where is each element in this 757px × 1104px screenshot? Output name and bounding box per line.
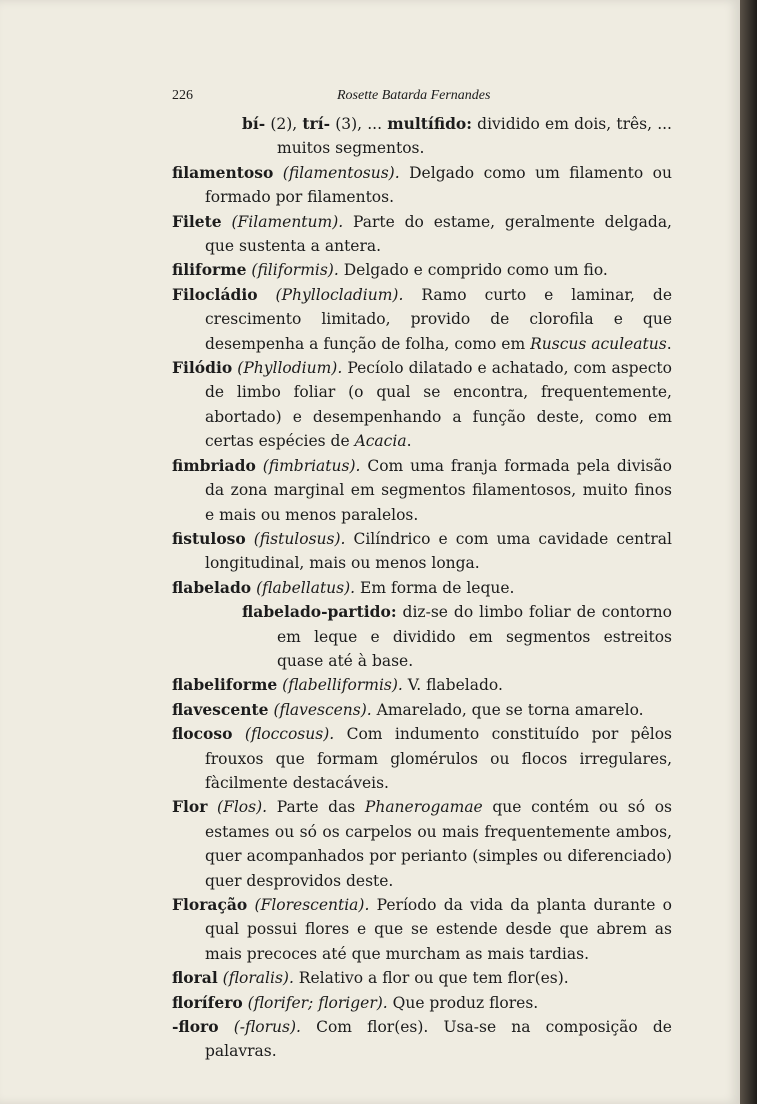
entry-latin-name: (filamentosus). (282, 163, 400, 182)
entry-term: bí- (242, 114, 266, 133)
entry-flocoso (172, 722, 672, 795)
entry-flabelado-partido (172, 600, 672, 673)
entry-latin-name: (fimbriatus). (262, 456, 361, 475)
entry-definition: Delgado como um filamento ou formado por filamentos. (205, 163, 672, 207)
entry-definition: Que produz flores. (387, 993, 539, 1012)
entry-term: flabelado-partido: (242, 602, 397, 622)
entry-latin-name: (Flos). (217, 798, 268, 817)
entry-definition: Cilíndrico e com uma cavidade central longitudinal, mais ou menos longa. (205, 529, 672, 573)
entry-floracao (172, 893, 672, 966)
entry-term: flabelado (172, 577, 252, 597)
entry-term: Filocládio (172, 284, 258, 304)
entry-term: Floração (172, 895, 248, 914)
entry-flavescente (172, 698, 672, 722)
entry-latin-name: (Phyllocladium). (275, 285, 404, 304)
entry-definition: Relativo a flor ou que tem flor(es). (293, 969, 569, 988)
entry-definition: Parte das (267, 798, 365, 817)
entry-definition: (2), (265, 115, 303, 133)
entry-subterm: trí- (302, 114, 331, 133)
entry-definition: . (666, 334, 672, 353)
entry-latin-name: (filiformis). (251, 261, 339, 280)
entry-taxon: Ruscus aculeatus (530, 334, 667, 353)
entry-flor (172, 795, 672, 893)
entry-definition: Pecíolo dilatado e achatado, com aspecto de limbo foliar (o qual se encontra, frequentemente, abortado) e desempenhando a função deste, como em certas espécies de (205, 359, 672, 451)
entry-fistuloso (172, 527, 672, 576)
page-header (172, 88, 672, 110)
entry-term: fimbriado (172, 455, 256, 475)
entry-definition: V. flabelado. (402, 676, 503, 695)
entry-bi (172, 112, 672, 161)
entry-latin-name: (fistulosus). (253, 529, 346, 548)
entry-definition: Com indumento constituído por pêlos frouxos que formam glomérulos ou flocos irregulares, fàcilmente destacáveis. (205, 725, 673, 792)
entry-latin-name: (flavescens). (273, 700, 372, 719)
entry-latin-name: (Filamentum). (231, 212, 344, 231)
entry-definition: Em forma de leque. (355, 578, 515, 597)
glossary-entries (172, 112, 672, 1064)
entry-definition: Ramo curto e laminar, de crescimento limitado, provido de clorofila e que desempenha a função de folha, como em (205, 285, 672, 353)
entry-latin-name: (flabellatus). (256, 578, 356, 597)
entry-taxon: Phanerogamae (364, 798, 483, 817)
entry-term: floral (172, 968, 218, 988)
entry-term: -floro (172, 1017, 219, 1037)
entry-term: Flor (172, 797, 208, 817)
entry-floro (172, 1015, 672, 1064)
entry-term: flavescente (172, 699, 269, 719)
book-spine-edge (740, 0, 757, 1104)
entry-term: filamentoso (172, 162, 274, 182)
entry-term: flabeliforme (172, 675, 278, 695)
entry-definition: dividido em dois, três, ... muitos segmentos. (277, 115, 672, 158)
entry-latin-name: (floccosus). (244, 725, 335, 744)
entry-floral (172, 966, 672, 990)
entry-term: Filódio (172, 358, 233, 378)
page-number: 226 (172, 88, 193, 103)
entry-definition: Parte do estame, geralmente delgada, que sustenta a antera. (205, 212, 672, 256)
entry-florifero (172, 991, 672, 1015)
entry-definition: Amarelado, que se torna amarelo. (371, 700, 644, 719)
entry-filamentoso (172, 161, 672, 210)
entry-latin-name: (Phyllodium). (237, 359, 343, 378)
entry-term: Filete (172, 211, 222, 231)
entry-fimbriado (172, 454, 672, 527)
entry-latin-name: (florifer; floriger). (247, 993, 388, 1012)
entry-filodio (172, 356, 672, 454)
entry-definition: diz-se do limbo foliar de contorno em leque e dividido em segmentos estreitos quase até à base. (277, 603, 672, 670)
entry-filiforme (172, 258, 672, 282)
entry-definition: (3), ... (330, 115, 388, 133)
entry-term: flocoso (172, 724, 233, 744)
running-title: Rosette Batarda Fernandes (337, 88, 491, 103)
entry-definition: Período da vida da planta durante o qual possui flores e que se estende desde que abrem as mais precoces até que murcham as mais tardias. (205, 896, 672, 963)
entry-taxon: Acacia (354, 432, 407, 451)
entry-definition: Delgado e comprido como um fio. (338, 261, 608, 280)
entry-latin-name: (Florescentia). (254, 896, 370, 914)
entry-term: filiforme (172, 260, 247, 280)
entry-latin-name: (-florus). (233, 1018, 301, 1037)
entry-definition: Com flor(es). Usa-se na composição de palavras. (205, 1018, 672, 1061)
entry-definition: que contém ou só os estames ou só os carpelos ou mais frequentemente ambos, quer acompanhados por perianto (simples ou diferenciado) quer desprovidos deste. (205, 798, 672, 890)
entry-definition: Com uma franja formada pela divisão da zona marginal em segmentos filamentosos, muito finos e mais ou menos paralelos. (205, 456, 672, 524)
entry-term: florífero (172, 992, 243, 1012)
entry-latin-name: (floralis). (222, 969, 294, 988)
entry-filocladio (172, 283, 672, 356)
entry-filete (172, 210, 672, 259)
entry-subterm: multífido: (387, 114, 472, 133)
entry-definition: . (406, 432, 412, 451)
entry-flabelado (172, 576, 672, 600)
entry-latin-name: (flabelliformis). (282, 676, 403, 695)
entry-term: fistuloso (172, 528, 246, 548)
entry-flabeliforme (172, 673, 672, 697)
